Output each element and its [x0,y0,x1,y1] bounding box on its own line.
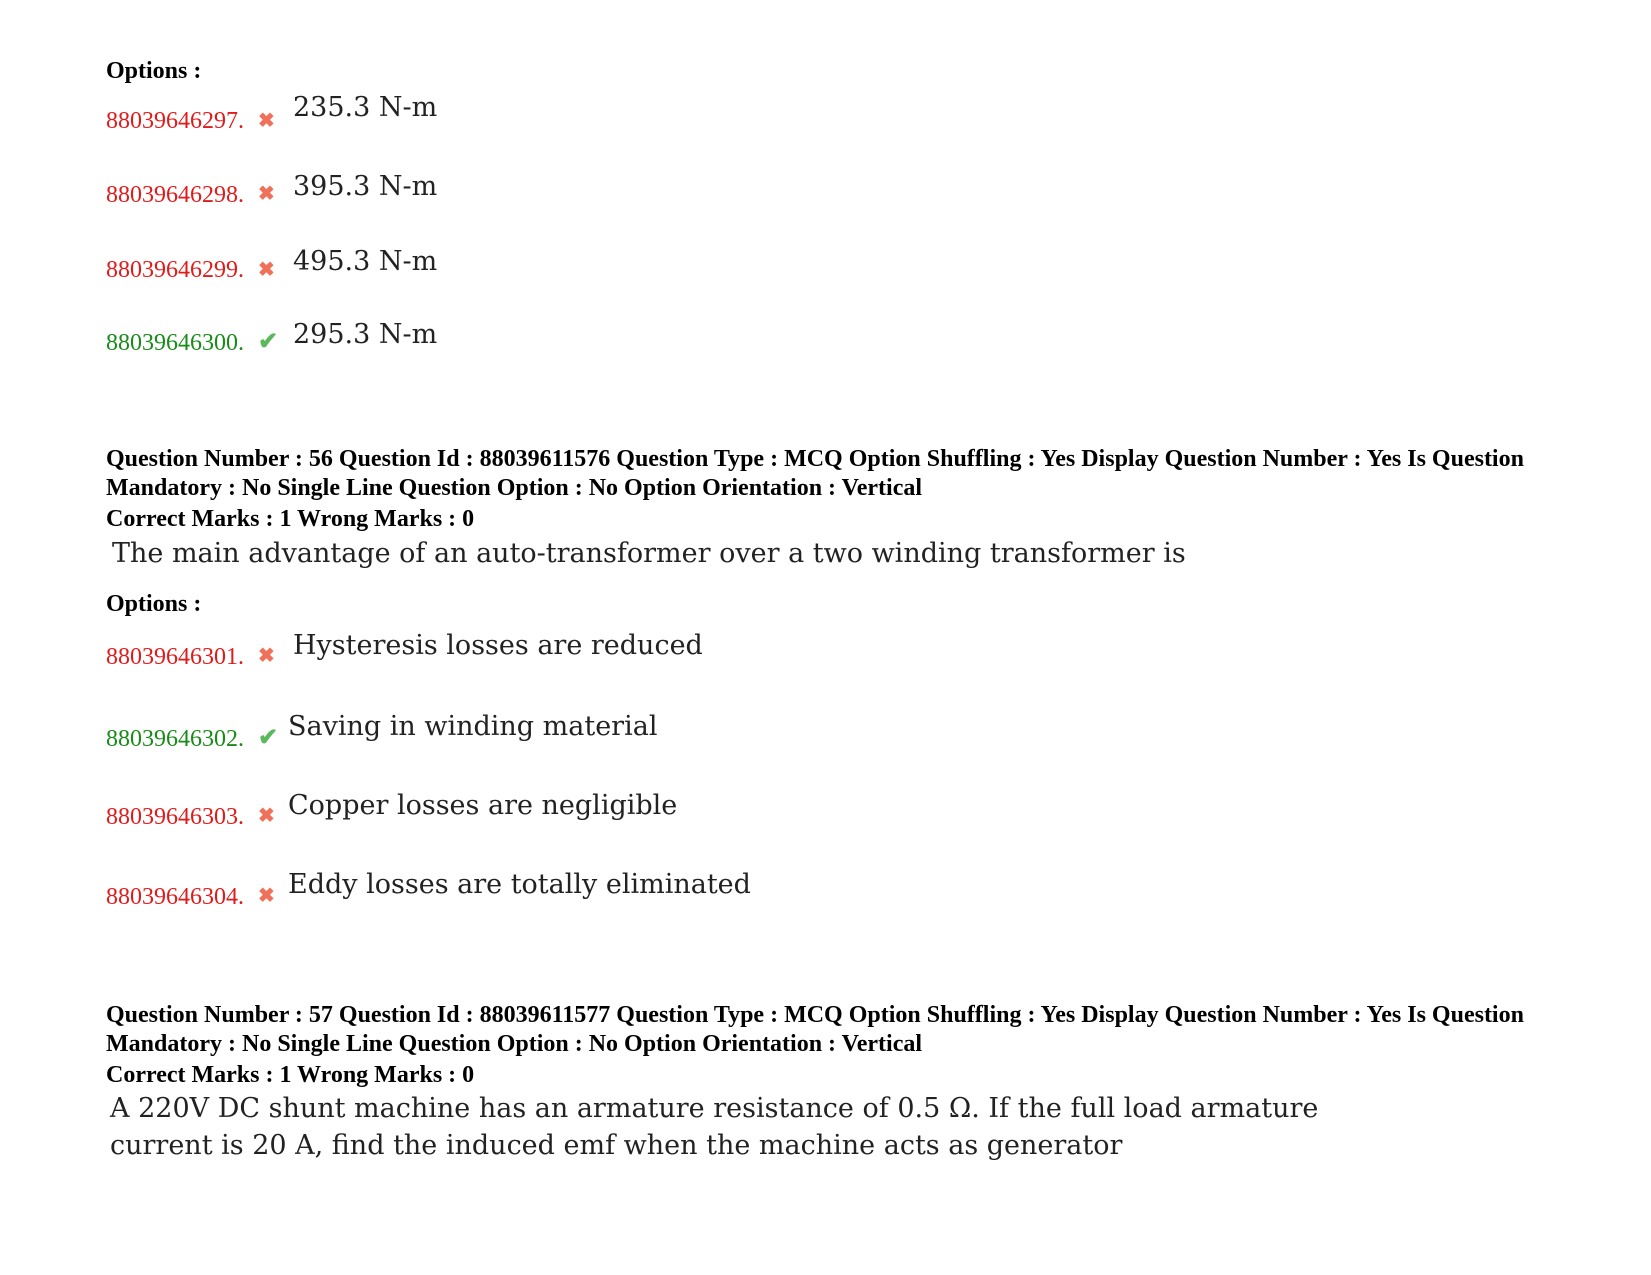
option-id: 88039646300. [106,330,244,356]
cross-icon: ✖ [258,885,275,907]
option-text: 395.3 N-m [293,171,438,202]
cross-icon: ✖ [258,259,275,281]
option-id: 88039646298. [106,182,244,208]
option-text: Eddy losses are totally eliminated [288,869,751,900]
option-text: Copper losses are negligible [288,790,678,821]
option-id: 88039646297. [106,108,244,134]
cross-icon: ✖ [258,110,275,132]
option-id: 88039646302. [106,726,244,752]
option-text: Hysteresis losses are reduced [293,630,703,661]
question-marks: Correct Marks : 1 Wrong Marks : 0 [106,1062,475,1088]
option-id: 88039646299. [106,257,244,283]
question-marks: Correct Marks : 1 Wrong Marks : 0 [106,506,475,532]
option-id: 88039646301. [106,644,244,670]
option-id: 88039646304. [106,884,244,910]
question-text-line-1: A 220V DC shunt machine has an armature resistance of 0.5 Ω. If the full load armature [110,1093,1319,1124]
option-text: 235.3 N-m [293,92,438,123]
cross-icon: ✖ [258,183,275,205]
cross-icon: ✖ [258,805,275,827]
question-text: The main advantage of an auto-transformer over a two winding transformer is [112,538,1186,569]
option-text: 295.3 N-m [293,319,438,350]
question-text-line-2: current is 20 A, find the induced emf when the machine acts as generator [110,1130,1123,1161]
option-text: Saving in winding material [288,711,658,742]
options-label: Options : [106,58,202,84]
cross-icon: ✖ [258,645,275,667]
check-icon: ✔ [258,329,279,355]
options-label: Options : [106,591,202,617]
option-text: 495.3 N-m [293,246,438,277]
question-meta: Question Number : 56 Question Id : 88039611576 Question Type : MCQ Option Shuffling : Yes Display Question Number : Yes Is Question Mandatory : No Single Line Question Option : No Option Orientation : Vertical [106,446,1524,501]
option-id: 88039646303. [106,804,244,830]
question-meta: Question Number : 57 Question Id : 88039611577 Question Type : MCQ Option Shuffling : Yes Display Question Number : Yes Is Question Mandatory : No Single Line Question Option : No Option Orientation : Vertical [106,1002,1524,1057]
check-icon: ✔ [258,725,279,751]
